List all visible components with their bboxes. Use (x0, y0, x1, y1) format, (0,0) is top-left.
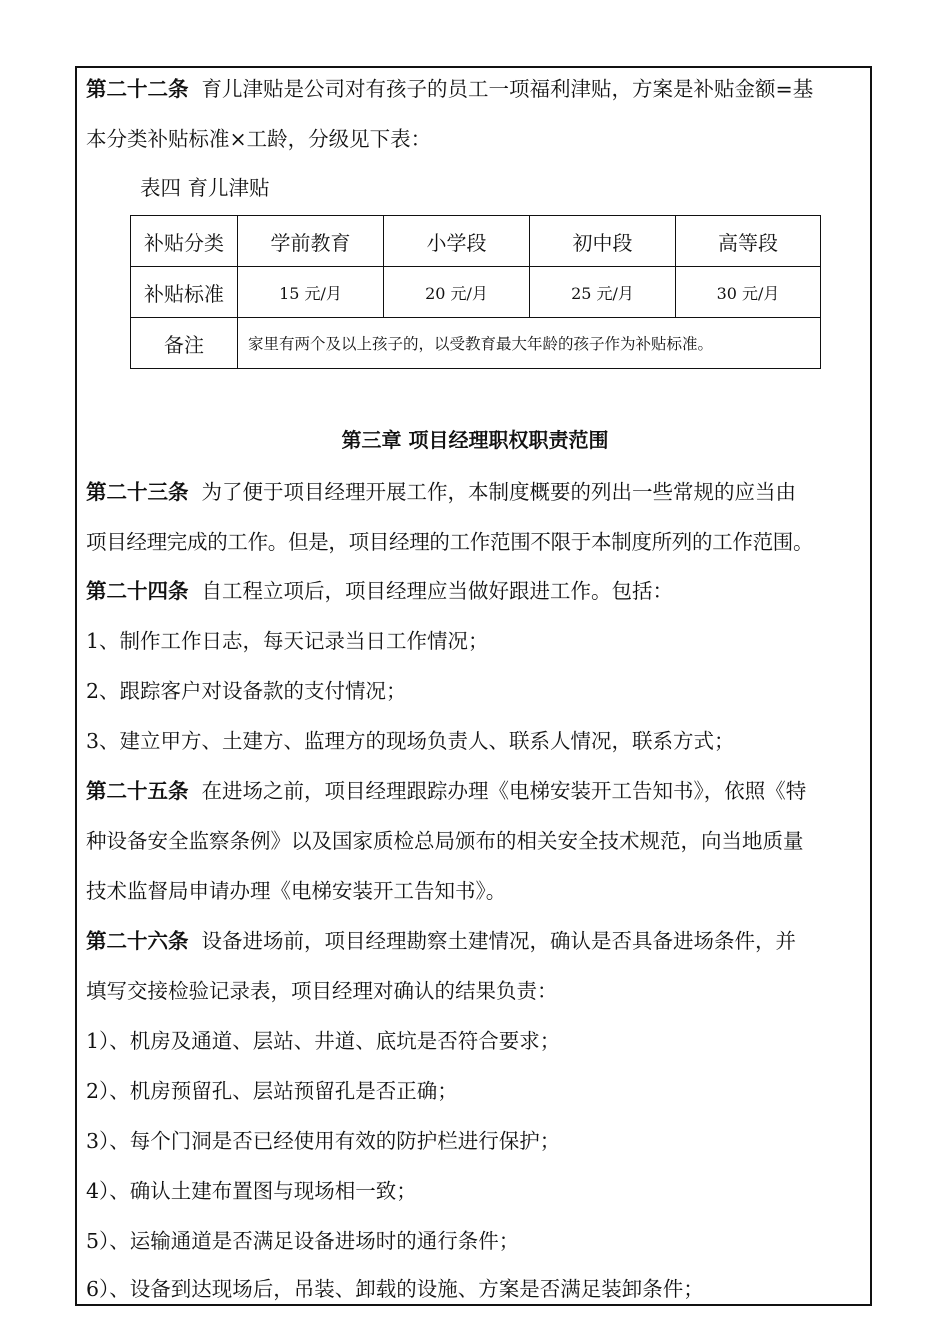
table-cell: 15 元/月 (238, 267, 384, 318)
article-24-text: 自工程立项后，项目经理应当做好跟进工作。包括： (201, 579, 674, 603)
list-item: 3）、每个门洞是否已经使用有效的防护栏进行保护； (86, 1129, 561, 1153)
list-item: 6）、设备到达现场后，吊装、卸载的设施、方案是否满足装卸条件； (86, 1277, 704, 1301)
chapter-title: 第三章 项目经理职权职责范围 (341, 428, 609, 452)
list-item: 2、跟踪客户对设备款的支付情况； (86, 679, 407, 703)
article-24-line-1 (86, 578, 866, 604)
list-item: 1、制作工作日志，每天记录当日工作情况； (86, 629, 489, 653)
article-23-line-1 (86, 479, 866, 505)
article-26-heading: 第二十六条 (86, 929, 189, 953)
article-23-heading: 第二十三条 (86, 480, 189, 504)
list-item: 4）、确认土建布置图与现场相一致； (86, 1179, 417, 1203)
article-23-text: 为了便于项目经理开展工作，本制度概要的列出一些常规的应当由 (201, 480, 797, 504)
article-26-line-2: 填写交接检验记录表，项目经理对确认的结果负责： (86, 979, 558, 1003)
childcare-allowance-table (130, 215, 821, 369)
article-25-line-1 (86, 778, 866, 804)
table-cell: 25 元/月 (530, 267, 676, 318)
table-caption: 表四 育儿津贴 (140, 176, 270, 200)
article-26-text: 设备进场前，项目经理勘察土建情况，确认是否具备进场条件，并 (201, 929, 797, 953)
table-cell: 备注 (131, 318, 238, 369)
article-22-line-2: 本分类补贴标准×工龄，分级见下表： (86, 127, 432, 151)
article-26-line-1 (86, 928, 866, 954)
table-cell: 小学段 (384, 216, 530, 267)
list-item: 2）、机房预留孔、层站预留孔是否正确； (86, 1079, 458, 1103)
table-cell: 补贴标准 (131, 267, 238, 318)
table-note-cell: 家里有两个及以上孩子的，以受教育最大年龄的孩子作为补贴标准。 (238, 318, 821, 369)
table-cell: 高等段 (676, 216, 821, 267)
article-25-line-3: 技术监督局申请办理《电梯安装开工告知书》。 (86, 879, 507, 903)
table-cell: 初中段 (530, 216, 676, 267)
article-25-line-2: 种设备安全监察条例》以及国家质检总局颁布的相关安全技术规范，向当地质量 (86, 829, 804, 853)
article-23-line-2: 项目经理完成的工作。但是，项目经理的工作范围不限于本制度所列的工作范围。 (86, 530, 814, 554)
table-cell: 补贴分类 (131, 216, 238, 267)
list-item: 5）、运输通道是否满足设备进场时的通行条件； (86, 1229, 520, 1253)
article-24-heading: 第二十四条 (86, 579, 189, 603)
article-22-text: 育儿津贴是公司对有孩子的员工一项福利津贴，方案是补贴金额=基 (201, 77, 814, 101)
article-22-line-1 (86, 76, 866, 102)
list-item: 3、建立甲方、土建方、监理方的现场负责人、联系人情况，联系方式； (86, 729, 735, 753)
article-22-heading: 第二十二条 (86, 77, 189, 101)
table-row (131, 267, 821, 318)
article-25-text: 在进场之前，项目经理跟踪办理《电梯安装开工告知书》，依照《特 (201, 779, 807, 803)
table-cell: 20 元/月 (384, 267, 530, 318)
table-cell: 学前教育 (238, 216, 384, 267)
table-cell: 30 元/月 (676, 267, 821, 318)
article-25-heading: 第二十五条 (86, 779, 189, 803)
table-row (131, 318, 821, 369)
list-item: 1）、机房及通道、层站、井道、底坑是否符合要求； (86, 1029, 561, 1053)
table-row (131, 216, 821, 267)
